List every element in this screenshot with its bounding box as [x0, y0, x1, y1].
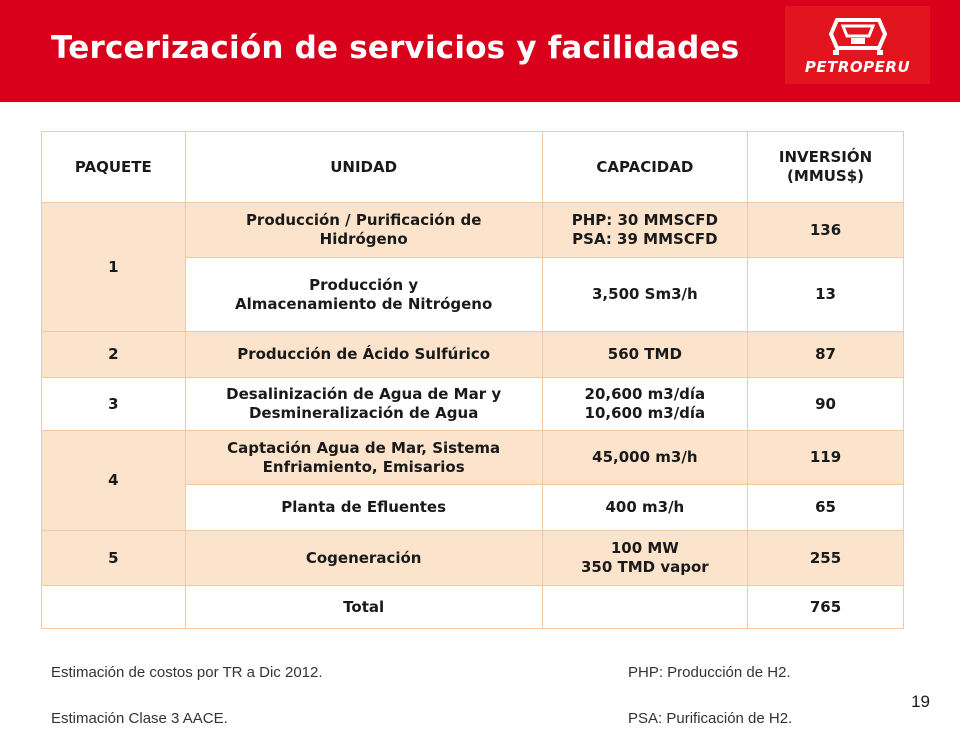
paquete-cell: 2 — [42, 332, 186, 378]
table-row — [42, 332, 904, 378]
page-number: 19 — [911, 692, 930, 711]
table-row — [42, 203, 904, 258]
total-value: 765 — [748, 586, 904, 629]
inversion-cell: 255 — [748, 531, 904, 586]
paquete-cell: 4 — [42, 431, 186, 531]
table-row-total — [42, 586, 904, 629]
notes-left — [51, 638, 323, 753]
capacidad-cell — [542, 586, 747, 629]
inversion-cell: 119 — [748, 431, 904, 485]
notes-right — [628, 638, 792, 753]
paquete-cell — [42, 586, 186, 629]
capacidad-cell: PHP: 30 MMSCFD PSA: 39 MMSCFD — [542, 203, 747, 258]
unidad-text: Desalinización de Agua de Mar y Desmineralización de Agua — [226, 385, 502, 422]
petroperu-logo — [785, 6, 930, 84]
header-capacidad: CAPACIDAD — [542, 132, 747, 203]
unidad-cell: Planta de Efluentes — [185, 485, 542, 531]
capacidad-cell: 45,000 m3/h — [542, 431, 747, 485]
inversion-cell: 13 — [748, 258, 904, 332]
table-header-row — [42, 132, 904, 203]
paquete-cell: 5 — [42, 531, 186, 586]
unidad-text: Producción / Purificación de Hidrógeno — [245, 211, 482, 248]
capacidad-cell: 400 m3/h — [542, 485, 747, 531]
inversion-cell: 136 — [748, 203, 904, 258]
investment-table — [41, 131, 904, 629]
header-paquete: PAQUETE — [42, 132, 186, 203]
table-row — [42, 431, 904, 485]
capacidad-cell: 3,500 Sm3/h — [542, 258, 747, 332]
table-row — [42, 378, 904, 431]
paquete-cell: 3 — [42, 378, 186, 431]
unidad-cell: Cogeneración — [185, 531, 542, 586]
capacidad-cell: 100 MW 350 TMD vapor — [542, 531, 747, 586]
inversion-cell: 90 — [748, 378, 904, 431]
capacidad-cell: 20,600 m3/día 10,600 m3/día — [542, 378, 747, 431]
note-cost-estimate: Estimación de costos por TR a Dic 2012. — [51, 664, 323, 681]
header-inversion — [748, 132, 904, 203]
unidad-cell — [185, 203, 542, 258]
capacidad-cell: 560 TMD — [542, 332, 747, 378]
header-inversion-label: INVERSIÓN (MMUS$) — [778, 148, 873, 185]
table-row — [42, 531, 904, 586]
unidad-cell: Producción de Ácido Sulfúrico — [185, 332, 542, 378]
unidad-text: Captación Agua de Mar, Sistema Enfriamiento, Emisarios — [227, 438, 501, 476]
logo-text: PETROPERU — [804, 58, 911, 76]
paquete-cell: 1 — [42, 203, 186, 332]
page-title: Tercerización de servicios y facilidades — [51, 30, 740, 66]
header-bar — [0, 0, 960, 102]
unidad-cell: Producción y Almacenamiento de Nitrógeno — [185, 258, 542, 332]
header-unidad: UNIDAD — [185, 132, 542, 203]
note-psa: PSA: Purificación de H2. — [628, 710, 793, 727]
note-class-estimate: Estimación Clase 3 AACE. — [51, 710, 228, 727]
note-php: PHP: Producción de H2. — [628, 664, 791, 681]
petroperu-logo-icon — [827, 14, 889, 56]
inversion-cell: 65 — [748, 485, 904, 531]
unidad-cell — [185, 378, 542, 431]
total-label: Total — [185, 586, 542, 629]
unidad-cell — [185, 431, 542, 485]
inversion-cell: 87 — [748, 332, 904, 378]
